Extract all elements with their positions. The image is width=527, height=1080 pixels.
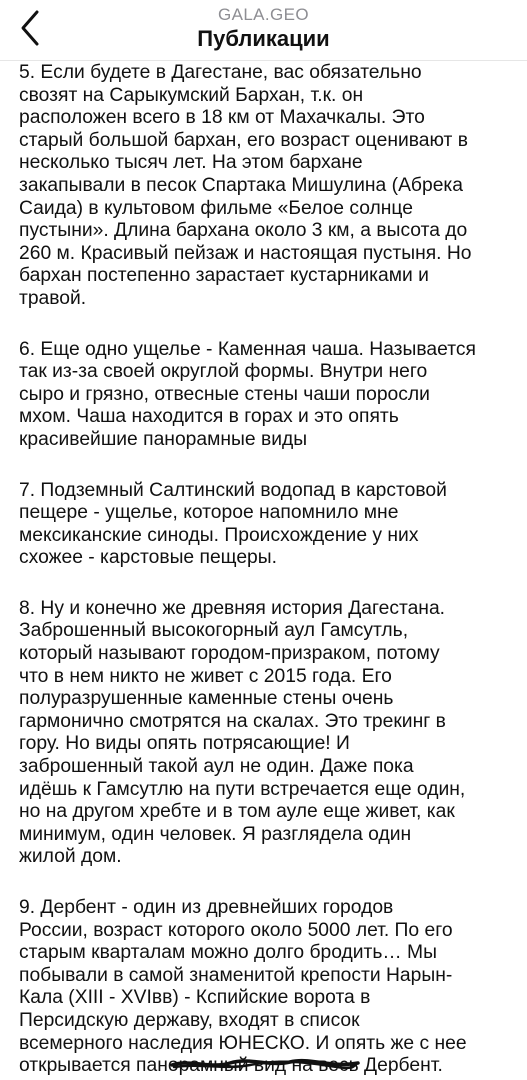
caption-paragraph: 5. Если будете в Дагестане, вас обязательно свозят на Сарыкумский Бархан, т.к. он расположен всего в 18 км от Махачкалы. Это старый большой бархан, его возраст оценивают в несколько тысяч лет. На этом бархане закапывали в песок Спартака Мишулина (Абрека Саида) в культовом фильме «Белое солнце пустыни». Длина бархана около 3 км, а высота до 260 м. Красивый пейзаж и настоящая пустыня. Но бархан постепенно зарастает кустарниками и травой. xyxy=(19,62,472,309)
header-bar xyxy=(0,0,527,61)
caption-paragraph: 9. Дербент - один из древнейших городов России, возраст которого около 5000 лет. По его старым кварталам можно долго бродить… Мы побывали в самой знаменитой крепости Нарын- Кала (XIII - XVIвв) - Кспийские ворота в Персидскую державу, входят в список всемерного наследия ЮНЕСКО. И опять же с нее открывается панорамный вид на весь Дербент. xyxy=(19,897,467,1077)
caption-paragraph: 8. Ну и конечно же древняя история Дагестана. Заброшенный высокогорный аул Гамсутль, который называют городом-призраком, потому что в нем никто не живет с 2015 года. Его полуразрушенные каменные стены очень гармонично смотрятся на скалах. Это трекинг в гору. Но виды опять потрясающие! И заброшенный такой аул не один. Даже пока идёшь к Гамсутлю на пути встречается еще один, но на другом хребте и в том ауле еще живет, как минимум, один человек. Я разглядела один жилой дом. xyxy=(19,597,466,868)
account-name[interactable]: GALA.GEO xyxy=(217,5,310,24)
caption-paragraph: 7. Подземный Салтинский водопад в карстовой пещере - ущелье, которое напомнило мне мексиканские синоды. Происхождение у них схожее - карстовые пещеры. xyxy=(19,479,447,569)
caption-paragraph: 6. Еще одно ущелье - Каменная чаша. Называется так из-за своей округлой формы. Внутри него сыро и грязно, отвесные стены чаши поросли мхом. Чаша находится в горах и это опять красивейшие панорамные виды xyxy=(19,338,476,450)
page-title: Публикации xyxy=(197,26,330,51)
post-caption xyxy=(19,62,515,1078)
